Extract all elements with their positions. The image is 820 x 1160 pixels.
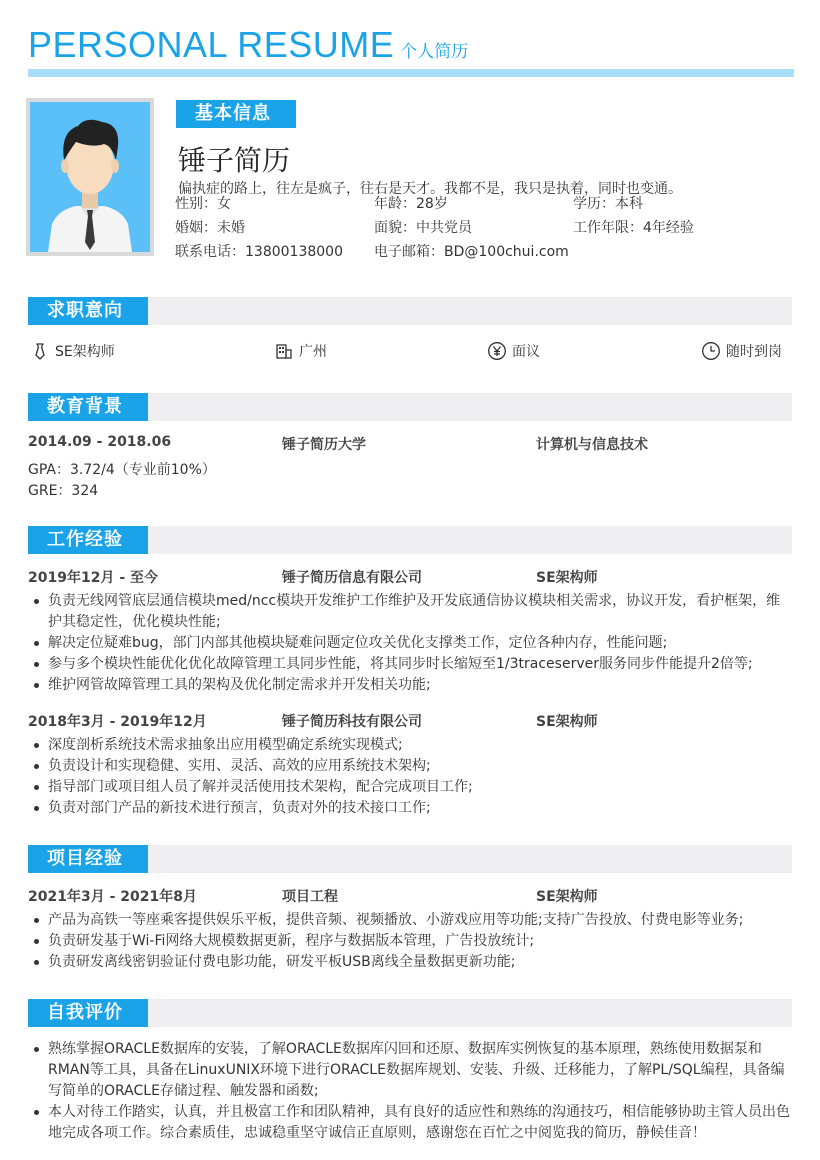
- project-period: 2021年3月 - 2021年8月: [28, 889, 197, 905]
- section-title-self-eval: 自我评价: [28, 999, 148, 1027]
- list-item: 负责对部门产品的新技术进行预言，负责对外的技术接口工作;: [28, 798, 792, 819]
- section-title-work: 工作经验: [28, 526, 148, 554]
- section-title-basic: 基本信息: [176, 100, 296, 128]
- resume-title-cn: 个人简历: [400, 42, 469, 62]
- section-header-education: [28, 393, 792, 421]
- section-title-project: 项目经验: [28, 845, 148, 873]
- clock-icon: [701, 341, 721, 361]
- education-period: 2014.09 - 2018.06: [28, 434, 172, 450]
- work-years: 工作年限：4年经验: [573, 220, 694, 236]
- section-header-intent: [28, 297, 792, 325]
- list-item: 深度剖析系统技术需求抽象出应用模型确定系统实现模式;: [28, 735, 792, 756]
- avatar-illustration-icon: [30, 102, 150, 252]
- motto: 偏执症的路上，往左是疯子，往右是天才。我都不是，我只是执着，同时也变通。: [178, 181, 682, 197]
- intent-availability-label: 随时到岗: [726, 344, 782, 360]
- intent-position: [30, 341, 115, 361]
- intent-city-label: 广州: [299, 344, 327, 360]
- avatar: [26, 98, 154, 256]
- work-role: SE架构师: [536, 570, 598, 586]
- list-item: 指导部门或项目组人员了解并灵活使用技术架构，配合完成项目工作;: [28, 777, 792, 798]
- intent-position-label: SE架构师: [55, 344, 115, 360]
- section-title-intent: 求职意向: [28, 297, 148, 325]
- self-eval-list: [28, 1039, 792, 1144]
- list-item: 负责研发基于Wi-Fi网络大规模数据更新，程序与数据版本管理，广告投放统计;: [28, 931, 792, 952]
- political-status: 面貌：中共党员: [374, 220, 472, 236]
- list-item: 产品为高铁一等座乘客提供娱乐平板，提供音频、视频播放、小游戏应用等功能;支持广告投放、付费电影等业务;: [28, 910, 792, 931]
- header-divider: [28, 69, 794, 77]
- work-company: 锤子简历科技有限公司: [282, 714, 422, 730]
- yen-icon: [487, 341, 507, 361]
- phone: 联系电话：13800138000: [175, 244, 343, 260]
- intent-salary: [487, 341, 540, 361]
- list-item: 负责设计和实现稳健、实用、灵活、高效的应用系统技术架构;: [28, 756, 792, 777]
- list-item: 负责无线网管底层通信模块med/ncc模块开发维护工作维护及开发底通信协议模块相关需求，协议开发，看护框架，维护其稳定性，优化模块性能;: [28, 591, 792, 633]
- education-major: 计算机与信息技术: [536, 437, 648, 453]
- work-duties: [28, 591, 792, 696]
- work-period: 2018年3月 - 2019年12月: [28, 714, 207, 730]
- list-item: 维护网管故障管理工具的架构及优化制定需求并开发相关功能;: [28, 675, 792, 696]
- building-icon: [274, 341, 294, 361]
- age: 年龄：28岁: [374, 196, 448, 212]
- work-period: 2019年12月 - 至今: [28, 570, 159, 586]
- project-role: SE架构师: [536, 889, 598, 905]
- tie-icon: [30, 341, 50, 361]
- list-item: 解决定位疑难bug，部门内部其他模块疑难问题定位攻关优化支撑类工作，定位各种内存，性能问题;: [28, 633, 792, 654]
- section-header-work: [28, 526, 792, 554]
- resume-title-en: PERSONAL RESUME: [28, 24, 395, 65]
- section-title-education: 教育背景: [28, 393, 148, 421]
- work-role: SE架构师: [536, 714, 598, 730]
- education-gpa: GPA：3.72/4（专业前10%）: [28, 462, 216, 478]
- email: 电子邮箱：BD@100chui.com: [374, 244, 569, 260]
- list-item: 熟练掌握ORACLE数据库的安装，了解ORACLE数据库闪回和还原、数据库实例恢复的基本原理，熟练使用数据泵和 RMAN等工具，具备在LinuxUNIX环境下进行ORACLE数据库规划、安装、升级、迁移能力，了解PL/SQL编程，具备编写简单的ORACLE存储过程、触发器和函数;: [28, 1039, 792, 1102]
- project-name: 项目工程: [282, 889, 338, 905]
- list-item: 本人对待工作踏实，认真，并且极富工作和团队精神，具有良好的适应性和熟练的沟通技巧，相信能够协助主管人员出色地完成各项工作。综合素质佳，忠诚稳重坚守诚信正直原则，感谢您在百忙之中阅览我的简历，静候佳音！: [28, 1102, 792, 1144]
- project-duties: [28, 910, 792, 973]
- intent-city: [274, 341, 327, 361]
- section-header-project: [28, 845, 792, 873]
- intent-salary-label: 面议: [512, 344, 540, 360]
- education-level: 学历：本科: [573, 196, 643, 212]
- section-header-self-eval: [28, 999, 792, 1027]
- intent-availability: [701, 341, 782, 361]
- gender: 性别：女: [175, 196, 231, 212]
- work-duties: [28, 735, 792, 819]
- resume-title: [28, 24, 468, 66]
- work-company: 锤子简历信息有限公司: [282, 570, 422, 586]
- education-school: 锤子简历大学: [282, 437, 366, 453]
- candidate-name: 锤子简历: [178, 144, 291, 177]
- marital-status: 婚姻：未婚: [175, 220, 245, 236]
- list-item: 负责研发离线密钥验证付费电影功能，研发平板USB离线全量数据更新功能;: [28, 952, 792, 973]
- education-gre: GRE：324: [28, 483, 99, 499]
- list-item: 参与多个模块性能优化优化故障管理工具同步性能，将其同步时长缩短至1/3traceserver服务同步件能提升2倍等;: [28, 654, 792, 675]
